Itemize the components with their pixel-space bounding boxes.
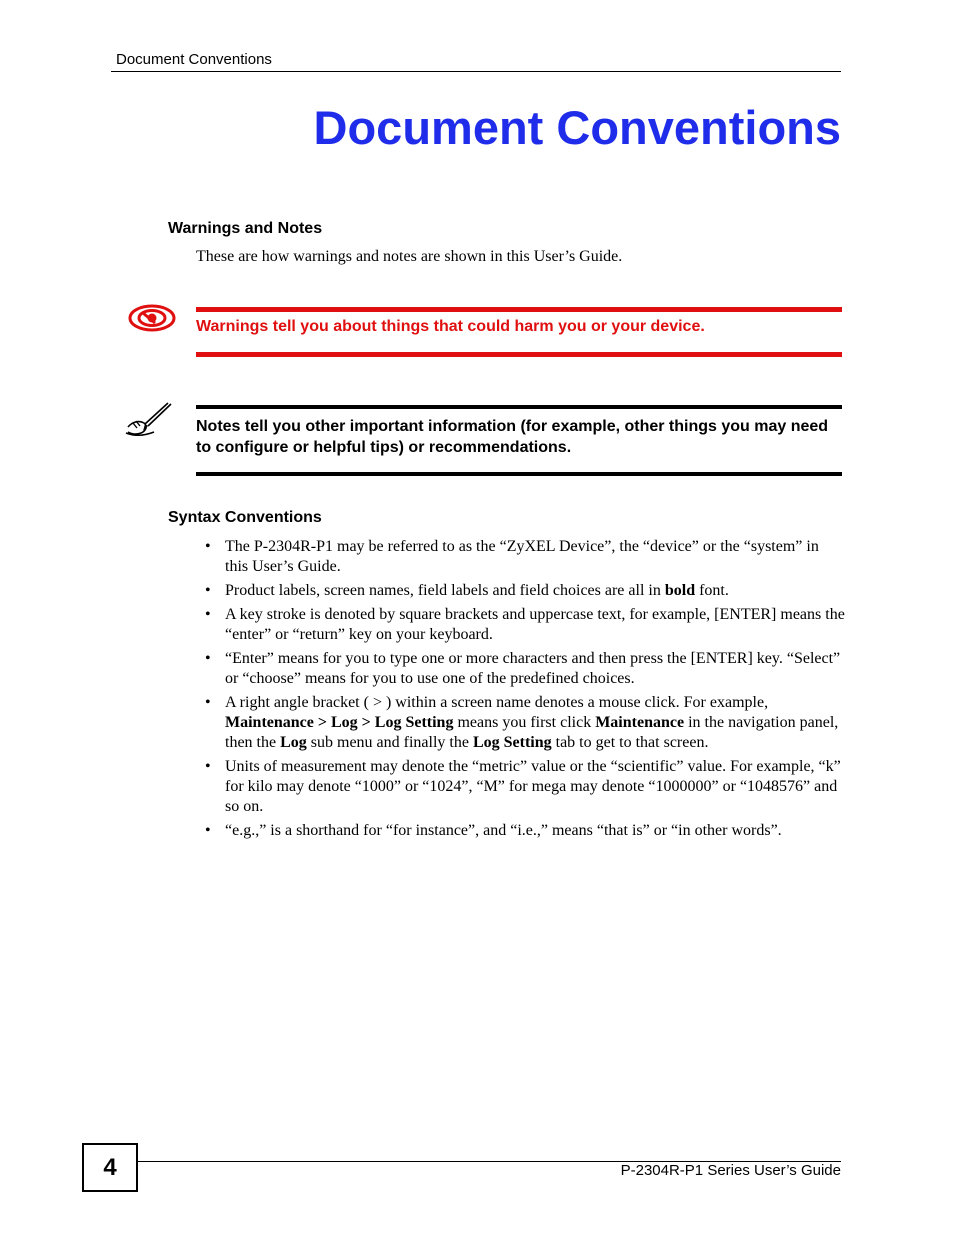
warning-bottom-rule — [196, 352, 842, 357]
bullet-text: A right angle bracket ( > ) within a screen name denotes a mouse click. For example, — [225, 694, 769, 711]
warnings-heading: Warnings and Notes — [168, 220, 323, 237]
bullet-text: tab to get to that screen. — [551, 734, 709, 751]
bullet-text: in the navigation panel, then the — [225, 714, 839, 751]
syntax-bullet-list — [205, 537, 845, 845]
bullet-text: “Enter” means for you to type one or more characters and then press the [ENTER] key. “Select” or “choose” means for you to use one of the predefined choices. — [225, 650, 841, 687]
list-item — [205, 693, 845, 753]
bullet-text: A key stroke is denoted by square brackets and uppercase text, for example, [ENTER] means the “enter” or “return” key on your keyboard. — [225, 606, 845, 643]
page-title: Document Conventions — [313, 101, 841, 154]
running-header: Document Conventions — [116, 51, 272, 68]
warnings-intro: These are how warnings and notes are shown in this User’s Guide. — [196, 248, 623, 265]
note-text: Notes tell you other important information (for example, other things you may need to configure or helpful tips) or recommendations. — [196, 418, 829, 456]
list-item — [205, 537, 845, 577]
warning-top-rule — [196, 307, 842, 312]
syntax-heading: Syntax Conventions — [168, 509, 322, 526]
note-bottom-rule — [196, 472, 842, 476]
list-item — [205, 649, 845, 689]
bullet-text: The P-2304R-P1 may be referred to as the “ZyXEL Device”, the “device” or the “system” in this User’s Guide. — [225, 538, 819, 575]
bullet-text: Product labels, screen names, field labels and field choices are all in — [225, 582, 665, 599]
bold-term: Log — [280, 734, 307, 751]
bullet-text: “e.g.,” is a shorthand for “for instance”, and “i.e.,” means “that is” or “in other words”. — [225, 822, 782, 839]
page-number: 4 — [82, 1143, 138, 1192]
bold-term: Maintenance > Log > Log Setting — [225, 714, 454, 731]
bold-term: Maintenance — [595, 714, 685, 731]
bullet-text: Units of measurement may denote the “metric” value or the “scientific” value. For example, “k” for kilo may denote “1000” or “1024”, “M” for mega may denote “1000000” or “1048576” and so on. — [225, 758, 841, 815]
hand-writing-note-icon — [124, 402, 176, 438]
list-item — [205, 757, 845, 817]
note-top-rule — [196, 405, 842, 409]
footer-guide-title: P-2304R-P1 Series User’s Guide — [620, 1162, 841, 1179]
eye-warning-icon — [128, 303, 176, 333]
header-rule — [111, 71, 841, 72]
list-item — [205, 605, 845, 645]
warning-text: Warnings tell you about things that could harm you or your device. — [196, 318, 705, 335]
bullet-text: font. — [695, 582, 729, 599]
bold-term: bold — [664, 582, 696, 599]
bold-term: Log Setting — [472, 734, 552, 751]
list-item — [205, 821, 845, 841]
list-item — [205, 581, 845, 601]
bullet-text: means you first click — [453, 714, 596, 731]
bullet-text: sub menu and finally the — [306, 734, 473, 751]
